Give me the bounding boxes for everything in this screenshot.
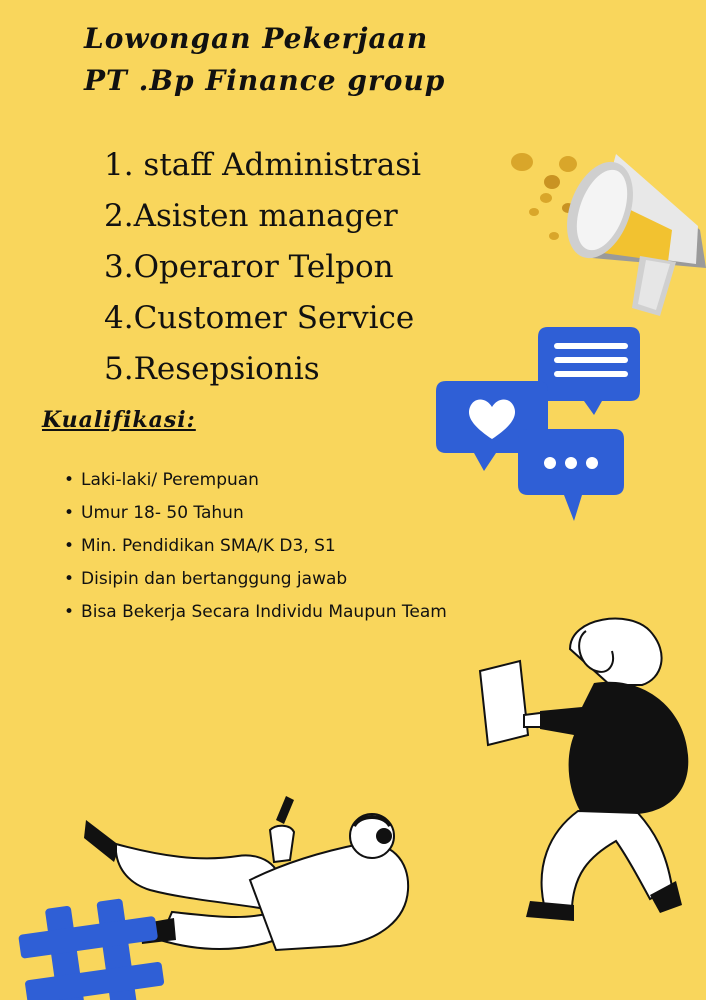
- qualifications-heading: Kualifikasi:: [42, 407, 196, 433]
- qualification-item: • Min. Pendidikan SMA/K D3, S1: [64, 530, 447, 563]
- job-positions-list: [104, 140, 421, 395]
- job-position-item: 2.Asisten manager: [104, 198, 398, 234]
- qualifications-list: [64, 464, 447, 629]
- title-line-1: Lowongan Pekerjaan: [84, 22, 429, 55]
- job-position-item: 5.Resepsionis: [104, 351, 320, 387]
- qualification-item: • Laki-laki/ Perempuan: [64, 464, 447, 497]
- poster-title: [84, 18, 445, 102]
- chat-dots-icon: [518, 429, 624, 521]
- hashtag-icon: [0, 898, 170, 1000]
- qualification-item: • Disipin dan bertanggung jawab: [64, 563, 447, 596]
- chat-lines-icon: [538, 327, 640, 415]
- megaphone-icon: [500, 140, 706, 320]
- woman-with-laptop-illustration: [470, 605, 706, 925]
- qualification-item: • Bisa Bekerja Secara Individu Maupun Team: [64, 596, 447, 629]
- job-position-item: 4.Customer Service: [104, 300, 415, 336]
- qualification-item: • Umur 18- 50 Tahun: [64, 497, 447, 530]
- job-position-item: 3.Operaror Telpon: [104, 249, 394, 285]
- chat-bubbles: [430, 325, 650, 525]
- title-line-2: PT .Bp Finance group: [84, 64, 446, 97]
- job-position-item: 1. staff Administrasi: [104, 147, 422, 183]
